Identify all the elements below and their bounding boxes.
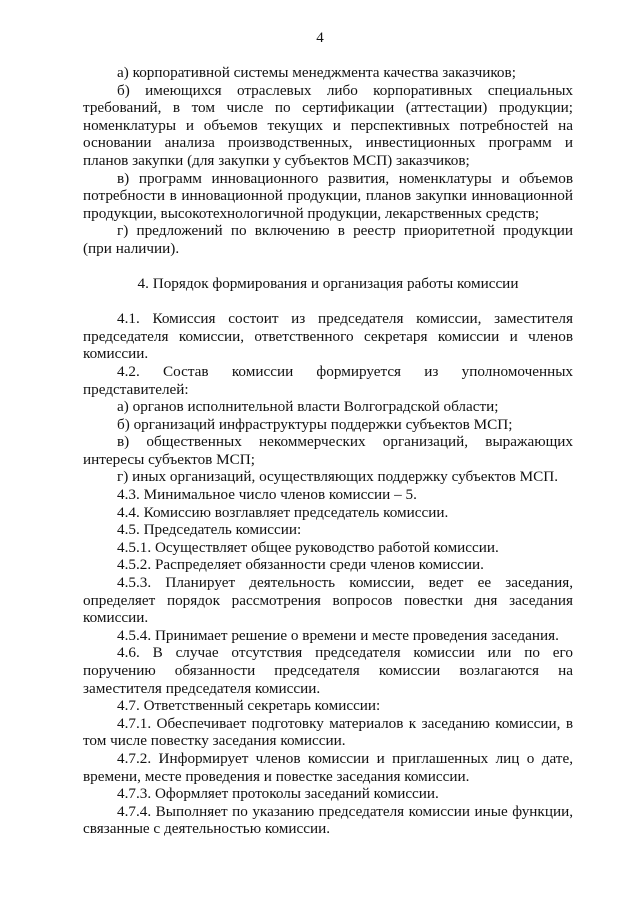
paragraph-4-4: 4.4. Комиссию возглавляет председатель комиссии.: [117, 503, 449, 521]
paragraph-4-7-1: 4.7.1. Обеспечивает подготовку материалов к заседанию комиссии, в том числе повестку заседания комиссии.: [83, 714, 573, 750]
item-g: г) предложений по включению в реестр приоритетной продукции (при наличии).: [83, 222, 573, 257]
paragraph-4-5: 4.5. Председатель комиссии:: [117, 521, 302, 539]
paragraph-4-2-b: б) организаций инфраструктуры поддержки субъектов МСП;: [117, 415, 513, 433]
paragraph-4-1: 4.1. Комиссия состоит из председателя комиссии, заместителя председателя комиссии, ответственного секретаря комиссии и членов комиссии.: [83, 310, 573, 363]
section-4-heading: 4. Порядок формирования и организация работы комиссии: [137, 274, 519, 292]
paragraph-4-5-4: 4.5.4. Принимает решение о времени и месте проведения заседания.: [117, 626, 559, 644]
paragraph-4-7-4: 4.7.4. Выполняет по указанию председателя комиссии иные функции, связанные с деятельностью комиссии.: [83, 802, 573, 838]
paragraph-4-7-3: 4.7.3. Оформляет протоколы заседаний комиссии.: [117, 785, 439, 803]
paragraph-4-5-3: 4.5.3. Планирует деятельность комиссии, ведет ее заседания, определяет порядок рассмотрения вопросов повестки дня заседания комиссии.: [83, 574, 573, 627]
page-body: [83, 64, 573, 838]
paragraph-4-3: 4.3. Минимальное число членов комиссии – 5.: [117, 486, 417, 504]
paragraph-4-5-1: 4.5.1. Осуществляет общее руководство работой комиссии.: [117, 538, 499, 556]
paragraph-4-5-2: 4.5.2. Распределяет обязанности среди членов комиссии.: [117, 556, 484, 574]
paragraph-4-6: 4.6. В случае отсутствия председателя комиссии или по его поручению обязанности председателя комиссии возлагаются на заместителя председателя комиссии.: [83, 644, 573, 697]
paragraph-4-7-2: 4.7.2. Информирует членов комиссии и приглашенных лиц о дате, времени, месте проведения и повестке заседания комиссии.: [83, 749, 573, 785]
page-number: 4: [316, 30, 324, 46]
item-v: в) программ инновационного развития, номенклатуры и объемов потребности в инновационной продукции, планов закупки инновационной продукции, высокотехнологичной продукции, лекарственных средств;: [83, 169, 573, 222]
paragraph-4-7: 4.7. Ответственный секретарь комиссии:: [117, 697, 381, 715]
paragraph-4-2-g: г) иных организаций, осуществляющих поддержку субъектов МСП.: [117, 468, 559, 486]
item-a: а) корпоративной системы менеджмента качества заказчиков;: [117, 64, 516, 81]
paragraph-4-2: 4.2. Состав комиссии формируется из уполномоченных представителей:: [83, 362, 573, 398]
paragraph-4-2-v: в) общественных некоммерческих организаций, выражающих интересы субъектов МСП;: [83, 433, 573, 468]
paragraph-4-2-a: а) органов исполнительной власти Волгоградской области;: [117, 398, 499, 416]
item-b: б) имеющихся отраслевых либо корпоративных специальных требований, в том числе по сертификации (аттестации) продукции; номенклатуры и объемов текущих и перспективных потребностей на основании анализа производственных, инвестиционных программ и планов закупки (для закупки у субъектов МСП) заказчиков;: [83, 81, 573, 169]
